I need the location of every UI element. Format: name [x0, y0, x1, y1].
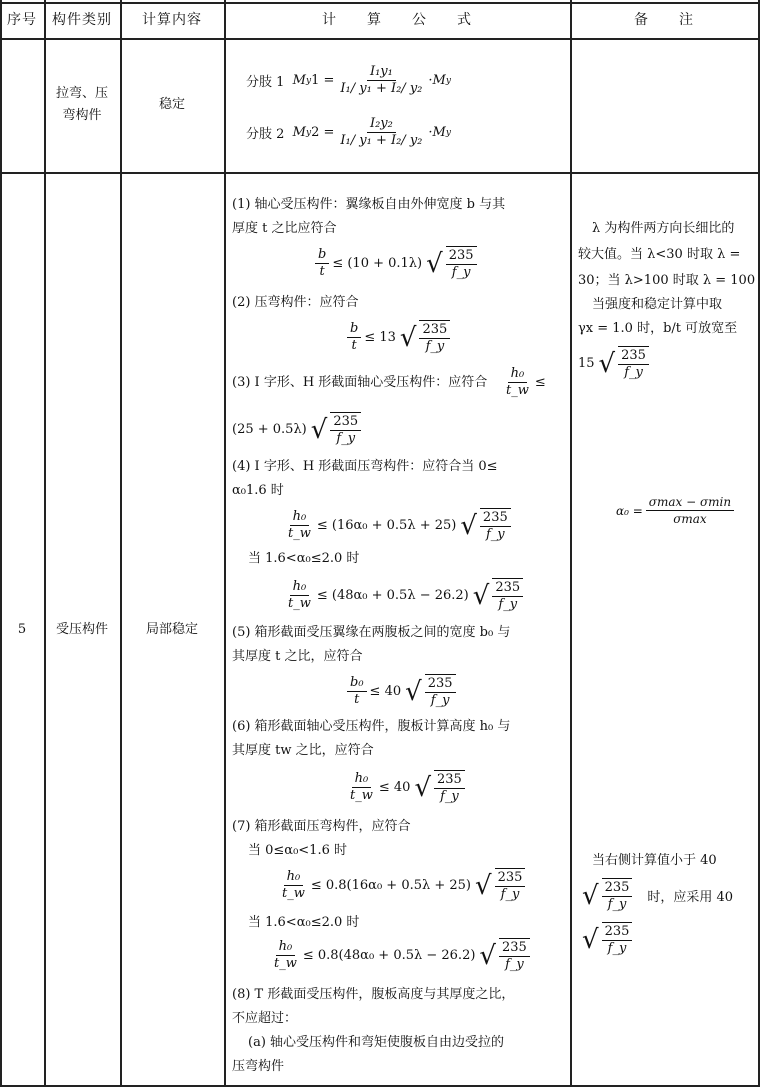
- formula-rhs: ≤ (10 + 0.1λ): [332, 256, 423, 271]
- formula-1: $\frac{b}{t}$ ≤ (10 + 0.1λ) √ $\frac{235}{f\_y}$: [312, 246, 480, 281]
- note-text: 较大值。当 λ<30 时取 λ =: [578, 247, 741, 262]
- frac-num: h₀: [352, 771, 372, 788]
- col-line: [758, 0, 760, 1087]
- alpha-den: σmax: [673, 512, 707, 526]
- clause-text: (3) I 字形、H 形截面轴心受压构件：应符合: [232, 375, 488, 390]
- sqrt-num: 235: [495, 870, 526, 887]
- sqrt-num: 235: [602, 924, 633, 941]
- formula-5: $\frac{\text{b₀}}{t}$ ≤ 40 √ $\frac{235}{f\_y}$: [344, 674, 459, 709]
- sqrt-den: f_y: [498, 597, 518, 612]
- frac-den: t_w: [350, 788, 373, 803]
- formula-rhs: ≤ 0.8(16α₀ + 0.5λ + 25): [310, 878, 472, 893]
- sqrt-den: f_y: [500, 887, 520, 902]
- header-type: 构件类别: [52, 12, 112, 28]
- frac-num: b: [347, 321, 361, 338]
- branch-1-label: 分肢 1: [246, 75, 285, 90]
- frac-num: h₀: [290, 509, 310, 526]
- note-value: 15: [578, 356, 595, 371]
- clause-text: (4) I 字形、H 形截面压弯构件：应符合当 0≤: [232, 459, 498, 474]
- clause-text: 其厚度 t 之比，应符合: [232, 649, 363, 664]
- frac-num: b: [315, 247, 329, 264]
- formula-4a: $\frac{\text{h₀}}{t\_w}$ ≤ (16α₀ + 0.5λ + 25) √ $\frac{235}{f\_y}$: [282, 508, 514, 543]
- sqrt-den: f_y: [451, 265, 471, 280]
- formula-2: $\frac{b}{t}$ ≤ 13 √ $\frac{235}{f\_y}$: [344, 320, 453, 355]
- frac-den: t_w: [274, 956, 297, 971]
- row1-content: 稳定: [158, 97, 185, 112]
- branch-1-index: 1: [311, 73, 320, 88]
- clause-text: α₀1.6 时: [232, 483, 284, 498]
- sqrt-den: f_y: [624, 365, 643, 380]
- note-text: 当强度和稳定计算中取: [592, 297, 723, 312]
- frac-num: h₀: [276, 939, 296, 956]
- header-content: 计算内容: [142, 12, 202, 28]
- frac-num: h₀: [284, 869, 304, 886]
- col-line: [570, 0, 572, 1087]
- formula-rhs: ≤ 13: [364, 330, 396, 345]
- col-line: [44, 0, 46, 1087]
- sqrt-den: f_y: [430, 693, 450, 708]
- frac-num: h₀: [290, 579, 310, 596]
- formula-branch-1: 分肢 1 M y 1 = $\frac{\text{I₁y₁}}{\text{I₁/ y₁ + I₂/ y₂}}$ ·M y: [246, 64, 451, 96]
- sqrt-den: f_y: [336, 431, 356, 446]
- formula-branch-2: 分肢 2 M y 2 = $\frac{\text{I₂y₂}}{\text{I₁/ y₁ + I₂/ y₂}}$ ·M y: [246, 116, 451, 148]
- clause-text: 当 1.6<α₀≤2.0 时: [248, 551, 360, 566]
- sqrt-num: 235: [499, 940, 530, 957]
- header-note: 备 注: [634, 12, 694, 28]
- clause-text: 压弯构件: [232, 1059, 285, 1074]
- branch-2-numerator: I₂y₂: [367, 116, 396, 133]
- header-divider: [0, 38, 760, 40]
- sqrt-den: f_y: [607, 897, 627, 912]
- sqrt-num: 235: [480, 510, 511, 527]
- sqrt-num: 235: [446, 248, 477, 265]
- frac-den: t: [354, 692, 360, 707]
- frac-den: t_w: [288, 526, 311, 541]
- sqrt-den: f_y: [425, 339, 445, 354]
- frac-num: h₀: [508, 366, 528, 383]
- frac-num: b₀: [347, 675, 367, 692]
- row2-type: 受压构件: [55, 622, 108, 637]
- clause-text: (a) 轴心受压构件和弯矩使腹板自由边受拉的: [248, 1035, 505, 1050]
- formula-rhs: ≤ (16α₀ + 0.5λ + 25): [316, 518, 457, 533]
- alpha-lhs: α₀ =: [616, 503, 643, 518]
- sqrt-den: f_y: [607, 941, 627, 956]
- clause-text: 厚度 t 之比应符合: [232, 221, 337, 236]
- alpha-num: σmax − σmin: [646, 494, 734, 511]
- sqrt-num: 235: [602, 880, 633, 897]
- sqrt-num: 235: [434, 772, 465, 789]
- row-divider: [0, 172, 760, 174]
- sqrt-num: 235: [330, 414, 361, 431]
- note-text: 30；当 λ>100 时取 λ = 100: [578, 273, 756, 288]
- clause-text: 不应超过：: [232, 1011, 298, 1026]
- branch-1-denominator: I₁/ y₁ + I₂/ y₂: [340, 81, 423, 96]
- note-alpha-formula: [616, 494, 737, 527]
- branch-2-index: 2: [311, 125, 320, 140]
- formula-7b: $\frac{\text{h₀}}{t\_w}$ ≤ 0.8(48α₀ + 0.5λ − 26.2) √ $\frac{235}{f\_y}$: [268, 938, 533, 973]
- clause-text: (7) 箱形截面压弯构件，应符合: [232, 819, 411, 834]
- frac-den: t: [351, 338, 357, 353]
- formula-3: (25 + 0.5λ) √ $\frac{235}{f\_y}$: [232, 412, 364, 447]
- col-line: [224, 0, 226, 1087]
- note-text: 当右侧计算值小于 40: [592, 853, 717, 868]
- formula-6: $\frac{\text{h₀}}{t\_w}$ ≤ 40 √ $\frac{235}{f\_y}$: [344, 770, 468, 805]
- frac-den: t_w: [282, 886, 305, 901]
- branch-1-numerator: I₁y₁: [367, 64, 396, 81]
- row2-content: 局部稳定: [145, 622, 198, 637]
- note-sqrt: √ $\frac{235}{f\_y}$ 时，应采用 40: [582, 880, 734, 912]
- clause-text: 当 0≤α₀<1.6 时: [248, 843, 347, 858]
- header-formula: 计 算 公 式: [322, 12, 472, 28]
- formula-rhs: ≤ (48α₀ + 0.5λ − 26.2): [316, 588, 469, 603]
- sqrt-num: 235: [618, 348, 649, 365]
- sqrt-den: f_y: [505, 957, 524, 972]
- formula-rhs: ≤ 40: [378, 780, 411, 795]
- branch-2-label: 分肢 2: [246, 127, 285, 142]
- sqrt-num: 235: [419, 322, 450, 339]
- clause-text: (6) 箱形截面轴心受压构件，腹板计算高度 h₀ 与: [232, 719, 511, 734]
- formula-7a: $\frac{\text{h₀}}{t\_w}$ ≤ 0.8(16α₀ + 0.5λ + 25) √ $\frac{235}{f\_y}$: [276, 868, 528, 903]
- frac-den: t_w: [288, 596, 311, 611]
- note-text: γx = 1.0 时，b/t 可放宽至: [578, 321, 738, 336]
- row2-seq: 5: [17, 622, 27, 637]
- clause-text: (2) 压弯构件：应符合: [232, 295, 359, 310]
- sqrt-num: 235: [425, 676, 456, 693]
- clause-text: (8) T 形截面受压构件，腹板高度与其厚度之比，: [232, 987, 515, 1002]
- note-sqrt-2: √ $\frac{235}{f\_y}$: [578, 922, 635, 957]
- note-value: 时，应采用 40: [647, 890, 734, 905]
- formula-rhs: ≤ 40: [369, 684, 402, 699]
- frac-den: t_w: [506, 383, 529, 398]
- formula-rhs: (25 + 0.5λ): [232, 422, 307, 437]
- clause-text: (5) 箱形截面受压翼缘在两腹板之间的宽度 b₀ 与: [232, 625, 511, 640]
- row1-type: 拉弯、压弯构件: [55, 86, 108, 123]
- sqrt-num: 235: [492, 580, 523, 597]
- sqrt-den: f_y: [486, 527, 505, 542]
- note-text: λ 为构件两方向长细比的: [592, 221, 735, 236]
- table-border-bottom: [0, 1085, 760, 1087]
- clause-text: 当 1.6<α₀≤2.0 时: [248, 915, 360, 930]
- frac-den: t: [319, 264, 325, 279]
- clause-text: (1) 轴心受压构件：翼缘板自由外伸宽度 b 与其: [232, 197, 506, 212]
- formula-3-lhs: $\frac{\text{h₀}}{t\_w}$ ≤: [500, 366, 546, 399]
- formula-rhs: ≤ 0.8(48α₀ + 0.5λ − 26.2): [302, 948, 476, 963]
- header-seq: 序号: [7, 12, 37, 28]
- branch-2-denominator: I₁/ y₁ + I₂/ y₂: [340, 133, 423, 148]
- clause-text: 其厚度 tw 之比，应符合: [232, 743, 374, 758]
- note-formula-15: 15 √ $\frac{235}{f\_y}$: [578, 346, 652, 381]
- formula-4b: $\frac{\text{h₀}}{t\_w}$ ≤ (48α₀ + 0.5λ − 26.2) √ $\frac{235}{f\_y}$: [282, 578, 526, 613]
- col-line: [0, 0, 2, 1087]
- sqrt-den: f_y: [440, 789, 459, 804]
